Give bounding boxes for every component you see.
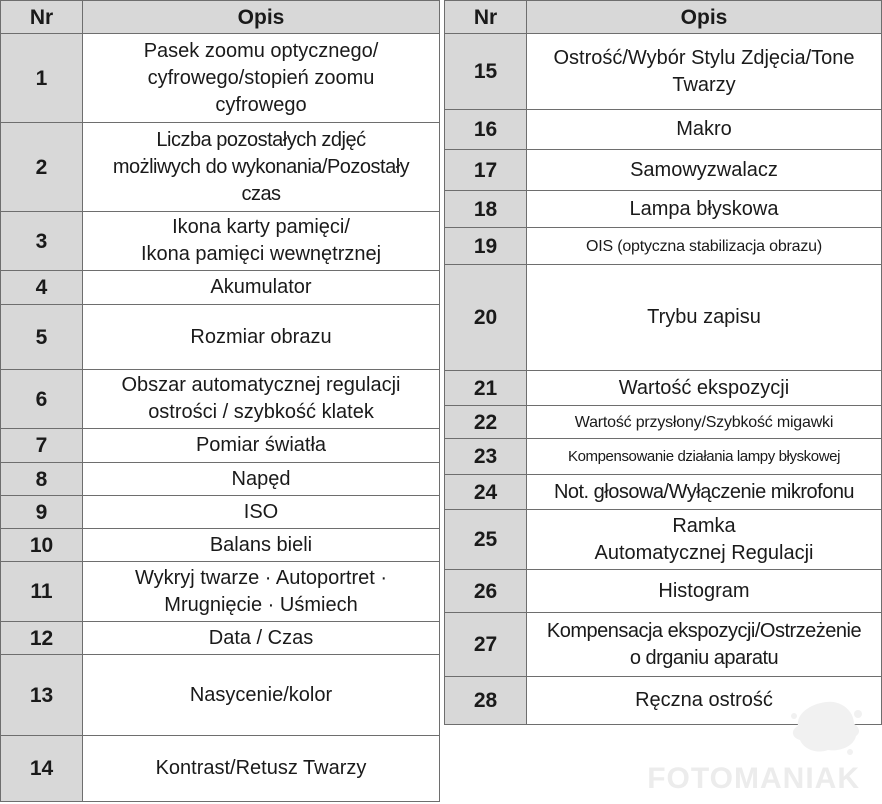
- row-number: 4: [1, 271, 83, 305]
- description-line: Liczba pozostałych zdjęć: [156, 128, 366, 151]
- row-number: 2: [1, 123, 83, 212]
- row-description: [83, 736, 440, 802]
- row-number: 15: [445, 34, 527, 110]
- table-row: [1, 496, 440, 529]
- legend-table-left: [0, 0, 440, 802]
- table-row: [445, 439, 882, 475]
- row-number: 12: [1, 622, 83, 655]
- row-number: 17: [445, 150, 527, 191]
- table-row: [445, 371, 882, 406]
- table-row: [1, 622, 440, 655]
- row-number: 23: [445, 439, 527, 475]
- description-line: Kontrast/Retusz Twarzy: [155, 757, 367, 779]
- description-line: Makro: [676, 118, 732, 140]
- description-line: Nasycenie/kolor: [189, 683, 333, 706]
- row-description: [527, 34, 882, 110]
- table-row: [445, 228, 882, 265]
- legend-table-right: [444, 0, 882, 725]
- table-row: [1, 463, 440, 496]
- row-number: 19: [445, 228, 527, 265]
- table-row: [445, 570, 882, 613]
- watermark-text: FOTOMANIAK: [647, 762, 860, 795]
- table-row: [1, 271, 440, 305]
- description-line: cyfrowego/stopień zoomu: [147, 66, 375, 89]
- description-line: Data / Czas: [208, 626, 314, 649]
- description-line: Obszar automatycznej regulacji: [121, 374, 401, 396]
- row-number: 5: [1, 305, 83, 370]
- row-description: [527, 110, 882, 150]
- description-line: ISO: [243, 500, 279, 523]
- description-line: Ikona karty pamięci/: [172, 216, 350, 238]
- description-line: Napęd: [231, 467, 291, 490]
- table-row: [1, 370, 440, 429]
- table-row: [1, 736, 440, 802]
- header-row: [445, 1, 882, 34]
- row-description: [83, 562, 440, 622]
- description-line: Ostrość/Wybór Stylu Zdjęcia/Tone: [553, 46, 855, 69]
- row-number: 10: [1, 529, 83, 562]
- table-row: [1, 655, 440, 736]
- row-description: [83, 529, 440, 562]
- row-description: [83, 123, 440, 212]
- row-description: [83, 271, 440, 305]
- row-description: [527, 613, 882, 677]
- description-line: Pomiar światła: [195, 434, 327, 456]
- description-line: Balans bieli: [209, 533, 313, 556]
- description-line: Wartość przysłony/Szybkość migawki: [574, 413, 834, 431]
- row-description: [83, 305, 440, 370]
- row-number: 18: [445, 191, 527, 228]
- table-row: [1, 34, 440, 123]
- table-row: [445, 191, 882, 228]
- table-row: [1, 212, 440, 271]
- table-row: [445, 406, 882, 439]
- description-line: Automatycznej Regulacji: [594, 541, 814, 564]
- row-description: [527, 191, 882, 228]
- splash-logo-icon: [788, 696, 864, 756]
- header-opis: Opis: [83, 1, 440, 34]
- row-description: [83, 622, 440, 655]
- table-row: [445, 110, 882, 150]
- header-nr: Nr: [445, 1, 527, 34]
- description-line: Ikona pamięci wewnętrznej: [140, 243, 382, 265]
- row-description: [83, 463, 440, 496]
- table-row: [1, 429, 440, 463]
- table-row: [445, 34, 882, 110]
- row-number: 9: [1, 496, 83, 529]
- row-description: [83, 212, 440, 271]
- description-line: Kompensowanie działania lampy błyskowej: [567, 448, 841, 465]
- table-row: [1, 562, 440, 622]
- header-nr: Nr: [1, 1, 83, 34]
- description-line: Rozmiar obrazu: [190, 325, 332, 348]
- description-line: Samowyzwalacz: [630, 158, 778, 181]
- row-number: 24: [445, 475, 527, 510]
- row-description: [527, 228, 882, 265]
- row-number: 6: [1, 370, 83, 429]
- row-number: 14: [1, 736, 83, 802]
- row-description: [527, 475, 882, 510]
- row-number: 21: [445, 371, 527, 406]
- table-row: [445, 265, 882, 371]
- row-description: [83, 496, 440, 529]
- description-line: cyfrowego: [215, 93, 307, 116]
- description-line: możliwych do wykonania/Pozostały: [112, 155, 410, 178]
- row-number: 27: [445, 613, 527, 677]
- table-row: [445, 475, 882, 510]
- row-description: [527, 406, 882, 439]
- description-line: Twarzy: [672, 73, 736, 96]
- description-line: Kompensacja ekspozycji/Ostrzeżenie: [546, 619, 862, 642]
- row-number: 28: [445, 677, 527, 725]
- header-row: [1, 1, 440, 34]
- row-number: 11: [1, 562, 83, 622]
- description-line: Histogram: [658, 579, 750, 602]
- description-line: Wartość ekspozycji: [618, 376, 790, 399]
- row-description: [527, 570, 882, 613]
- table-row: [1, 305, 440, 370]
- description-line: Mrugnięcie · Uśmiech: [164, 593, 358, 616]
- description-line: Ręczna ostrość: [635, 689, 773, 711]
- row-number: 8: [1, 463, 83, 496]
- row-description: [83, 429, 440, 463]
- row-number: 25: [445, 510, 527, 570]
- row-number: 26: [445, 570, 527, 613]
- row-description: [527, 510, 882, 570]
- description-line: Pasek zoomu optycznego/: [143, 39, 379, 62]
- row-number: 13: [1, 655, 83, 736]
- table-row: [445, 510, 882, 570]
- row-description: [527, 265, 882, 371]
- row-number: 3: [1, 212, 83, 271]
- header-opis: Opis: [527, 1, 882, 34]
- row-number: 22: [445, 406, 527, 439]
- description-line: OIS (optyczna stabilizacja obrazu): [586, 237, 822, 255]
- row-number: 20: [445, 265, 527, 371]
- description-line: ostrości / szybkość klatek: [148, 401, 374, 423]
- row-description: [83, 370, 440, 429]
- table-row: [445, 613, 882, 677]
- row-description: [527, 150, 882, 191]
- row-description: [83, 34, 440, 123]
- description-line: Not. głosowa/Wyłączenie mikrofonu: [553, 480, 855, 503]
- description-line: czas: [241, 182, 281, 205]
- row-description: [83, 655, 440, 736]
- table-row: [1, 529, 440, 562]
- description-line: Akumulator: [210, 276, 312, 298]
- description-line: Lampa błyskowa: [629, 197, 779, 220]
- row-number: 16: [445, 110, 527, 150]
- description-line: Trybu zapisu: [647, 306, 761, 328]
- description-line: Ramka: [672, 514, 736, 537]
- table-row: [1, 123, 440, 212]
- row-description: [527, 439, 882, 475]
- row-number: 7: [1, 429, 83, 463]
- table-row: [445, 150, 882, 191]
- row-number: 1: [1, 34, 83, 123]
- description-line: o drganiu aparatu: [629, 646, 779, 669]
- row-description: [527, 371, 882, 406]
- description-line: Wykryj twarze · Autoportret ·: [134, 566, 388, 589]
